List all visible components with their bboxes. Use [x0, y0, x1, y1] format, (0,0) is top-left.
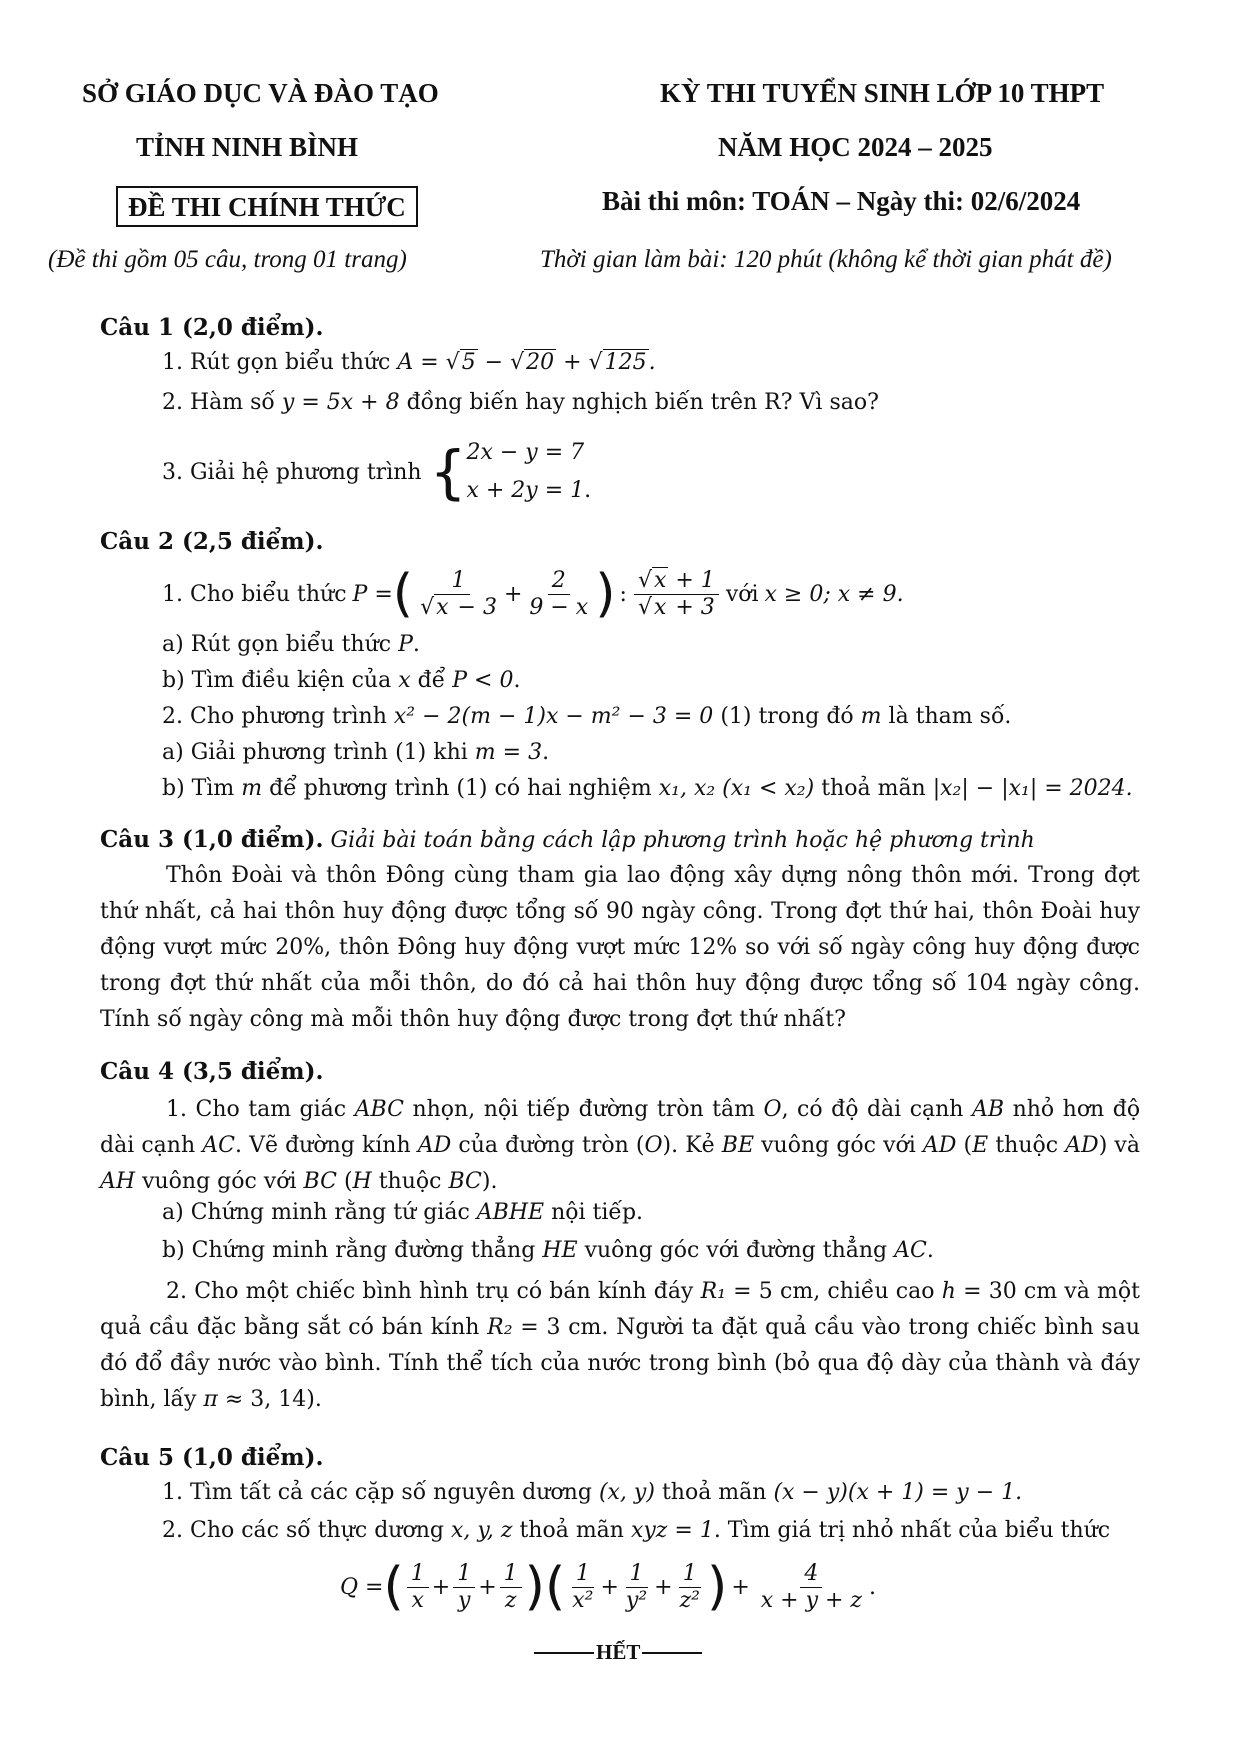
q2-item2-label: 2. Cho phương trình [162, 704, 387, 729]
q2-d-text: b) Tìm [162, 776, 235, 801]
q3-body: Thôn Đoài và thôn Đông cùng tham gia lao động xây dựng nông thôn mới. Trong đợt thứ nhất, cả hai thôn huy động được tổng số 90 ngày công. Trong đợt thứ hai, thôn Đoài huy động vượt mức 20%, thôn Đông huy động vượt mức 12% so với số ngày công huy động được trong đợt thứ nhất của mỗi thôn, do đó cả hai thôn huy động được tổng số 104 ngày công. Tính số ngày công mà mỗi thôn huy động được trong đợt thứ nhất? [100, 863, 1140, 1032]
q4-p2a: 2. Cho một chiếc bình hình trụ có bán kính đáy [166, 1279, 694, 1304]
q2-b-text2: để [417, 668, 446, 693]
q2-item1: 1. Cho biểu thức P = ( $\frac{1}{√x - 3}$ + $\frac{2}{9 - x}$ ) : $\frac{√x + 1}{√x + 3}$ với x ≥ 0; x ≠ 9. [162, 564, 904, 624]
q1-item2-label: 2. Hàm số [162, 390, 275, 415]
q5-item2-text2: . Tìm giá trị nhỏ nhất của biểu thức [713, 1518, 1111, 1543]
province-name: TỈNH NINH BÌNH [136, 132, 359, 162]
q2-b: b) Tìm điều kiện của x để P < 0. [162, 668, 521, 693]
time-limit: Thời gian làm bài: 120 phút (không kể thời gian phát đề) [540, 246, 1112, 273]
q1-expr-a: A = √5 − √20 + √125. [397, 350, 656, 375]
q4-b: b) Chứng minh rằng đường thẳng HE vuông góc với đường thẳng AC. [162, 1238, 934, 1263]
q4-p1g: . Kẻ [671, 1133, 715, 1158]
q4-title: Câu 4 (3,5 điểm). [100, 1058, 324, 1085]
q1-system: 2x − y = 7 x + 2y = 1. [466, 440, 592, 503]
q2-item1-cond-label: với [725, 581, 759, 607]
q4-p2b: , chiều cao [813, 1279, 935, 1304]
q2-title: Câu 2 (2,5 điểm). [100, 528, 324, 555]
q1-function: y = 5x + 8 [281, 390, 400, 415]
q5-item2-label: 2. Cho các số thực dương [162, 1518, 444, 1543]
q5-item1: 1. Tìm tất cả các cặp số nguyên dương (x, y) thoả mãn (x − y)(x + 1) = y − 1. [162, 1480, 1023, 1505]
q5-item1-label: 1. Tìm tất cả các cặp số nguyên dương [162, 1480, 592, 1505]
system-brace: { [429, 438, 467, 506]
q4-p2d: . Người ta đặt quả cầu vào trong chiếc bình sau đó đổ đầy nước vào bình. Tính thể tích của nước trong bình (bỏ qua độ dày của thành và đáy bình, lấy [100, 1315, 1140, 1412]
q4-b-text: b) Chứng minh rằng đường thẳng [162, 1238, 536, 1263]
q4-p1k: vuông góc với [142, 1169, 297, 1194]
q2-d-text3: thoả mãn [821, 776, 926, 801]
q4-p1j: và [1114, 1133, 1140, 1158]
q2-a-text: a) Rút gọn biểu thức [162, 632, 392, 657]
q4-p2c: và một quả cầu đặc bằng sắt có bán kính [100, 1279, 1140, 1340]
end-line-left [534, 1652, 594, 1654]
q5-item2-text: thoả mãn [519, 1518, 624, 1543]
end-line-right [642, 1652, 702, 1654]
q1-item2 [162, 390, 879, 415]
q4-b-text2: vuông góc với đường thẳng [584, 1238, 888, 1263]
q2-item2-text: (1) trong đó [720, 704, 854, 729]
q2-d: b) Tìm m để phương trình (1) có hai nghiệm x₁, x₂ (x₁ < x₂) thoả mãn |x₂| − |x₁| = 2024. [162, 776, 1133, 801]
q2-item2-text2: là tham số. [888, 704, 1012, 729]
q4-p1c: , có độ dài cạnh [781, 1097, 964, 1122]
q1-item1 [162, 350, 656, 375]
q4-p1i: thuộc [995, 1133, 1059, 1158]
q3-subtitle: Giải bài toán bằng cách lập phương trình hoặc hệ phương trình [330, 828, 1035, 853]
end-text: HẾT [596, 1640, 641, 1664]
official-badge: ĐỀ THI CHÍNH THỨC [116, 186, 418, 227]
q1-item3 [162, 432, 591, 512]
q2-c: a) Giải phương trình (1) khi m = 3. [162, 740, 550, 765]
q5-expression: Q = ( $\frac{1}{x}$ + $\frac{1}{y}$ + $\frac{1}{z}$ ) ( $\frac{1}{\text{x²}}$ + $\frac{1}{\text{y²}}$ + $\frac{1}{\text{z²}}$ ) + $\frac{4}{x + y + z}$ . [340, 1557, 877, 1617]
q3-heading [100, 826, 1035, 853]
q1-item3-label: 3. Giải hệ phương trình [162, 459, 422, 485]
q5-item1-text: thoả mãn [661, 1480, 767, 1505]
q1-item1-label: 1. Rút gọn biểu thức [162, 350, 391, 375]
q4-p1b: nhọn, nội tiếp đường tròn tâm [412, 1097, 755, 1122]
q4-p1d: nhỏ hơn độ dài cạnh [100, 1097, 1141, 1158]
subject-date: Bài thi môn: TOÁN – Ngày thi: 02/6/2024 [602, 186, 1081, 216]
q4-part2: 2. Cho một chiếc bình hình trụ có bán kính đáy R₁ = 5 cm, chiều cao h = 30 cm và một quả cầu đặc bằng sắt có bán kính R₂ = 3 cm. Người ta đặt quả cầu vào trong chiếc bình sau đó đổ đầy nước vào bình. Tính thể tích của nước trong bình (bỏ qua độ dày của thành và đáy bình, lấy π ≈ 3, 14). [100, 1279, 1140, 1412]
q4-p1e: . Vẽ đường kính [234, 1133, 411, 1158]
q2-c-text: a) Giải phương trình (1) khi [162, 740, 468, 765]
school-year: NĂM HỌC 2024 – 2025 [718, 132, 993, 162]
q4-a-text2: nội tiếp. [551, 1200, 644, 1225]
end-marker [534, 1640, 702, 1665]
q1-title: Câu 1 (2,0 điểm). [100, 314, 324, 341]
q5-item2: 2. Cho các số thực dương x, y, z thoả mãn xyz = 1. Tìm giá trị nhỏ nhất của biểu thức [162, 1518, 1111, 1543]
q4-a: a) Chứng minh rằng tứ giác ABHE nội tiếp. [162, 1200, 644, 1225]
exam-title: KỲ THI TUYỂN SINH LỚP 10 THPT [660, 78, 1105, 108]
q2-item1-label: 1. Cho biểu thức [162, 581, 347, 607]
q1-item2-text: đồng biến hay nghịch biến trên R? Vì sao? [406, 390, 879, 415]
q4-p1h: vuông góc với [761, 1133, 916, 1158]
dept-name: SỞ GIÁO DỤC VÀ ĐÀO TẠO [82, 78, 439, 108]
q4-p1f: của đường tròn [458, 1133, 629, 1158]
q4-part1: 1. Cho tam giác ABC nhọn, nội tiếp đường tròn tâm O, có độ dài cạnh AB nhỏ hơn độ dài cạnh AC. Vẽ đường kính AD của đường tròn (O). Kẻ BE vuông góc với AD (E thuộc AD) và AH vuông góc với BC (H thuộc BC). [100, 1097, 1141, 1194]
q2-d-text2: để phương trình (1) có hai nghiệm [269, 776, 652, 801]
q4-p1a: 1. Cho tam giác [166, 1097, 347, 1122]
q5-title: Câu 5 (1,0 điểm). [100, 1444, 324, 1471]
q3-title: Câu 3 (1,0 điểm). [100, 826, 324, 853]
exam-note: (Đề thi gồm 05 câu, trong 01 trang) [48, 246, 407, 273]
q2-item2: 2. Cho phương trình x² − 2(m − 1)x − m² − 3 = 0 (1) trong đó m là tham số. [162, 704, 1012, 729]
q2-a: a) Rút gọn biểu thức P. [162, 632, 420, 657]
q4-a-text: a) Chứng minh rằng tứ giác [162, 1200, 470, 1225]
q2-b-text: b) Tìm điều kiện của [162, 668, 392, 693]
